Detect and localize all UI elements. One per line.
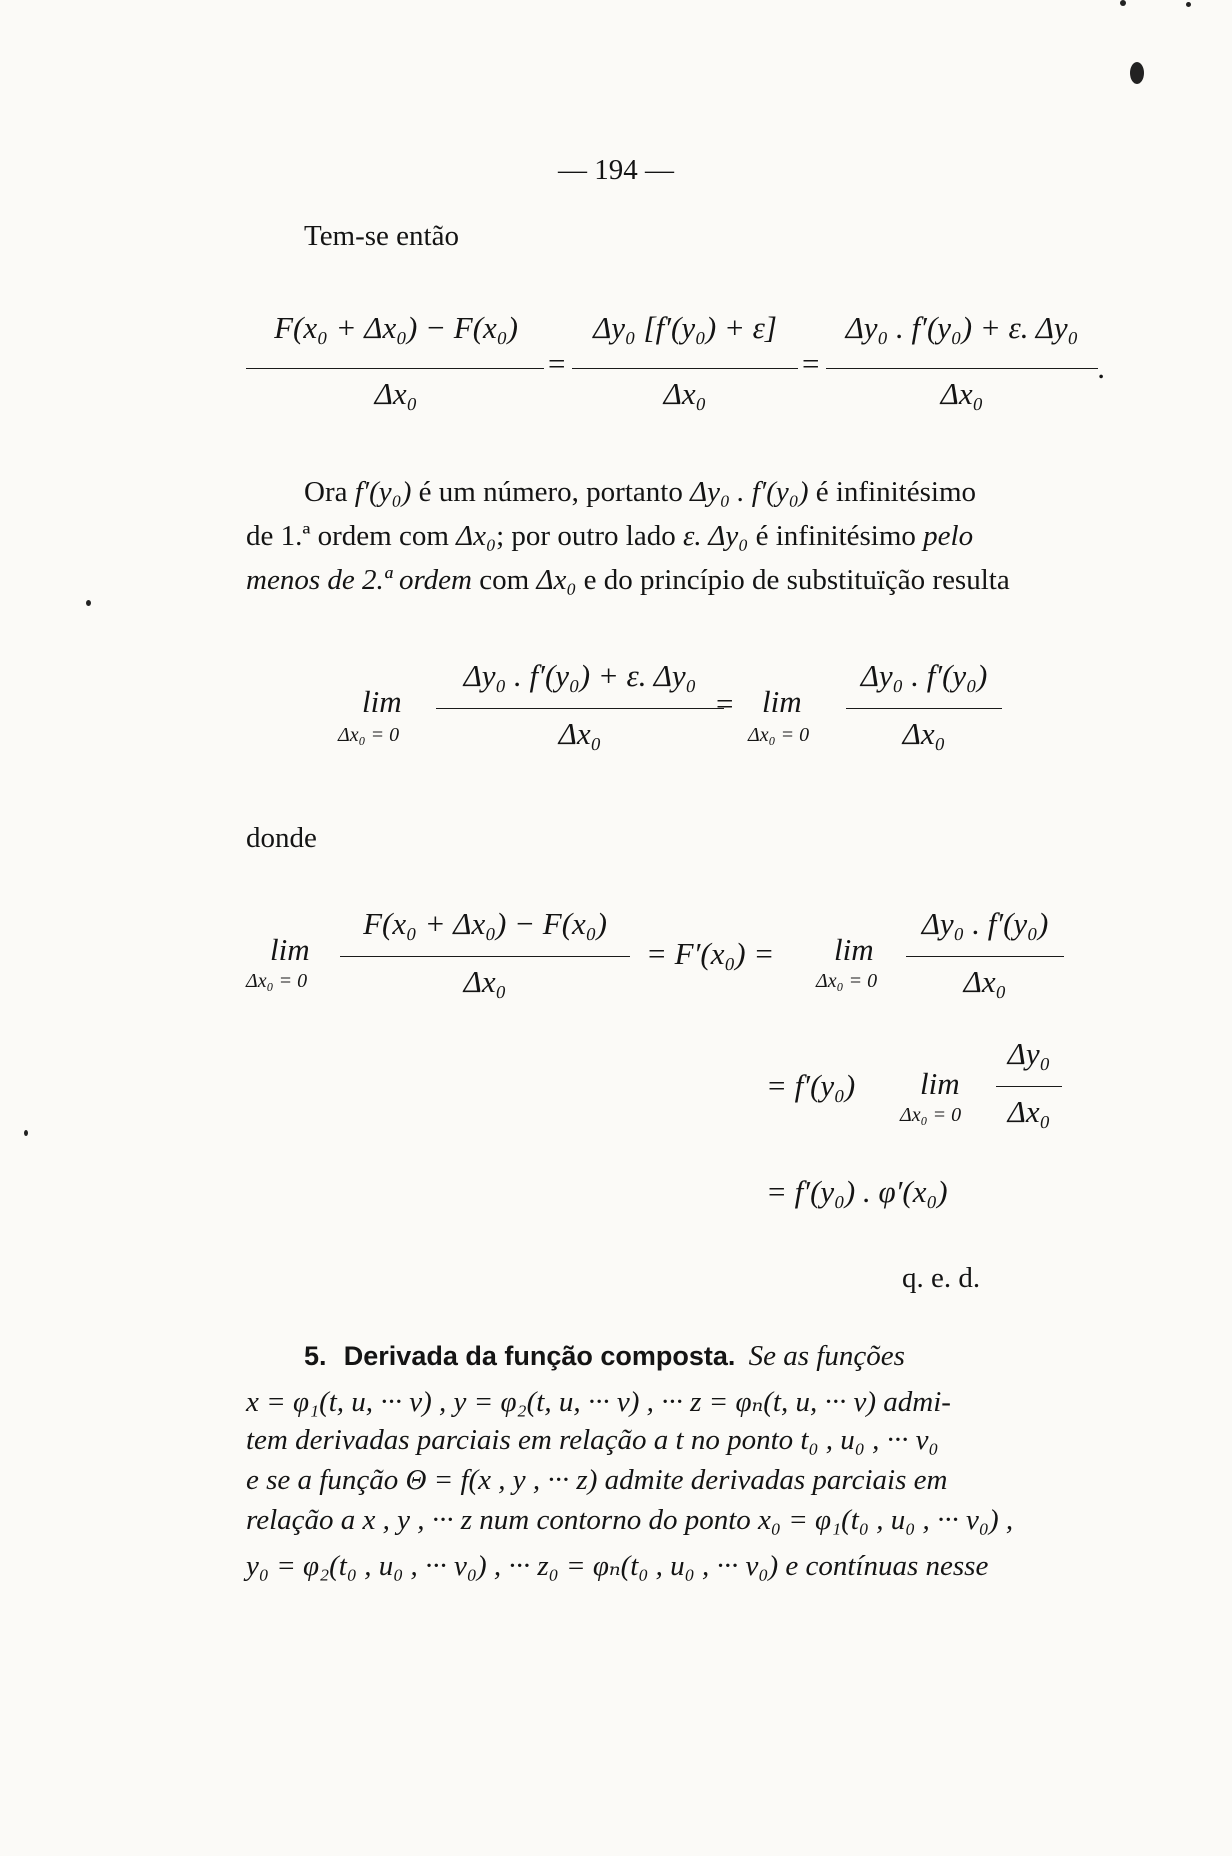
italic-span: menos de 2.ª ordem (246, 564, 472, 596)
fraction-bar (572, 368, 798, 369)
lim-label: lim (362, 684, 402, 719)
lim-label: lim (834, 932, 874, 967)
para1-line3 (246, 564, 1010, 597)
eq1-denominator-3: Δx₀ (940, 376, 984, 411)
section-text-line: tem derivadas parciais em relação a t no ponto t₀ , u₀ , ··· v₀ (246, 1424, 939, 1456)
scan-speck (86, 600, 91, 606)
eq3-numerator-right: Δy₀ . f′(y₀) (921, 906, 1049, 941)
fraction-bar (340, 956, 630, 957)
equals-sign: = (800, 346, 821, 381)
math-span: Δx₀ (536, 564, 577, 596)
lim-subscript: Δx₀ = 0 (338, 724, 400, 746)
scan-speck (24, 1130, 28, 1136)
lim-label: lim (920, 1066, 960, 1101)
eq3-denominator-left: Δx₀ (463, 964, 507, 999)
lim-subscript: Δx₀ = 0 (246, 970, 308, 992)
scan-speck (1130, 62, 1144, 84)
fraction-bar (846, 708, 1002, 709)
text-span: e do princípio de substituïção resulta (583, 564, 1010, 596)
text-span: é infinitésimo (815, 476, 977, 508)
text-span: com (479, 564, 530, 596)
eq3-line2-denominator: Δx₀ (1007, 1094, 1051, 1129)
para1-line2 (246, 520, 973, 553)
lim-subscript: Δx₀ = 0 (816, 970, 878, 992)
eq2-denominator-left: Δx₀ (558, 716, 602, 751)
equals-sign: = (546, 346, 567, 381)
para1-line1 (304, 476, 976, 509)
eq3-numerator-left: F(x₀ + Δx₀) − F(x₀) (363, 906, 607, 941)
eq2-numerator-left: Δy₀ . f′(y₀) + ε. Δy₀ (463, 658, 697, 693)
section-text-line: relação a x , y , ··· z num contorno do ponto x₀ = φ₁(t₀ , u₀ , ··· v₀) , (246, 1504, 1014, 1536)
section-text-line: Se as funções (748, 1340, 905, 1372)
text-span: é um número, portanto (418, 476, 683, 508)
math-span: f′(y₀) (354, 476, 412, 508)
fraction-bar (246, 368, 544, 369)
lim-subscript: Δx₀ = 0 (748, 724, 810, 746)
eq3-line3: = f′(y₀) . φ′(x₀) (766, 1174, 948, 1209)
qed-text: q. e. d. (902, 1262, 981, 1294)
text-span: ; por outro lado (496, 520, 676, 552)
equals-sign: = (714, 686, 735, 721)
eq1-numerator-2: Δy₀ [f′(y₀) + ε] (593, 310, 777, 345)
eq3-middle: = F′(x₀) = (646, 936, 775, 971)
math-span: Δy₀ . f′(y₀) (690, 476, 809, 508)
math-span: ε. Δy₀ (682, 520, 749, 552)
eq2-denominator-right: Δx₀ (902, 716, 946, 751)
text-span: Ora (304, 476, 348, 508)
lim-label: lim (270, 932, 310, 967)
lim-subscript: Δx₀ = 0 (900, 1104, 962, 1126)
lim-label: lim (762, 684, 802, 719)
eq1-denominator-1: Δx₀ (374, 376, 418, 411)
text-span: é infinitésimo (755, 520, 916, 552)
scan-speck (1120, 0, 1126, 6)
section-text-line: x = φ₁(t, u, ··· v) , y = φ₂(t, u, ··· v) , ··· z = φₙ(t, u, ··· v) admi- (246, 1386, 951, 1418)
period: . (1098, 350, 1106, 385)
eq3-denominator-right: Δx₀ (963, 964, 1007, 999)
fraction-bar (906, 956, 1064, 957)
section-title: Derivada da função composta. (343, 1341, 736, 1371)
scan-speck (1186, 2, 1191, 7)
eq2-numerator-right: Δy₀ . f′(y₀) (860, 658, 988, 693)
intro-text: Tem-se então (304, 220, 459, 252)
section-text-line: e se a função Θ = f(x , y , ··· z) admite derivadas parciais em (246, 1464, 948, 1496)
donde-text: donde (246, 822, 317, 854)
eq3-line2-numerator: Δy₀ (1007, 1036, 1051, 1071)
fraction-bar (826, 368, 1098, 369)
fraction-bar (996, 1086, 1062, 1087)
italic-span: pelo (923, 520, 974, 552)
page-number: — 194 — (558, 154, 674, 186)
fraction-bar (436, 708, 724, 709)
eq1-numerator-1: F(x₀ + Δx₀) − F(x₀) (274, 310, 518, 345)
text-span: de 1.ª ordem com (246, 520, 449, 552)
eq1-denominator-2: Δx₀ (663, 376, 707, 411)
math-span: Δx₀ (456, 520, 497, 552)
section-text-line: y₀ = φ₂(t₀ , u₀ , ··· v₀) , ··· z₀ = φₙ(t₀ , u₀ , ··· v₀) e contínuas nesse (246, 1550, 989, 1582)
eq1-numerator-3: Δy₀ . f′(y₀) + ε. Δy₀ (845, 310, 1079, 345)
section-number: 5. (304, 1341, 327, 1371)
eq3-line2-prefix: = f′(y₀) (766, 1068, 856, 1103)
section-heading-line (304, 1340, 905, 1373)
